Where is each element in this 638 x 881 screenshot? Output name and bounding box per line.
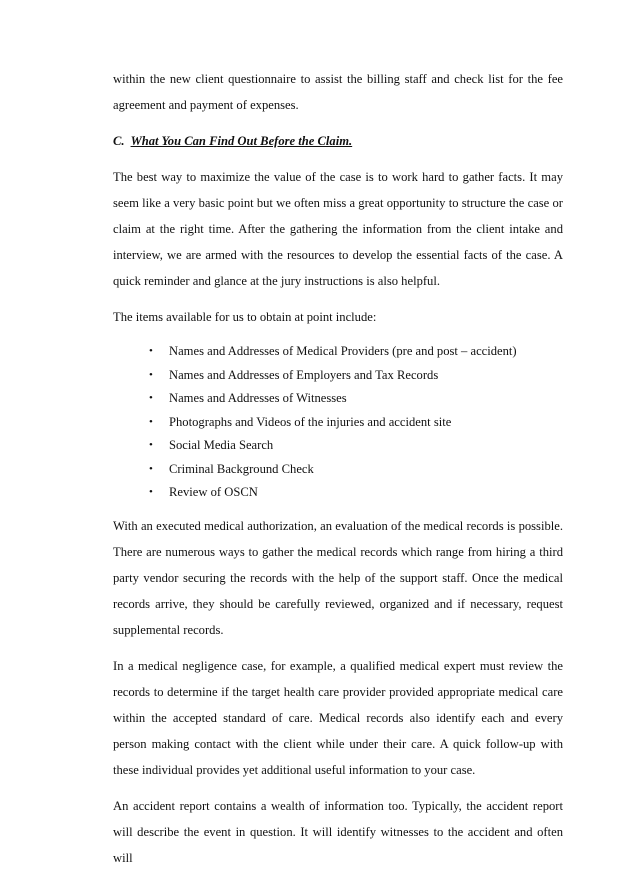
paragraph-facts: The best way to maximize the value of the case is to work hard to gather facts. It may seem like a very basic point but we often miss a great opportunity to structure the case or claim at the right time. After the gathering the information from the client intake and interview, we are armed with the resources to develop the essential facts of the case. A quick reminder and glance at the jury instructions is also helpful. bbox=[113, 170, 563, 288]
bullet-icon: • bbox=[149, 392, 153, 404]
section-letter: C. bbox=[113, 134, 125, 148]
list-item-text: Criminal Background Check bbox=[169, 461, 314, 476]
list-item bbox=[113, 481, 563, 505]
list-item bbox=[113, 434, 563, 458]
list-item bbox=[113, 340, 563, 364]
paragraph-intro: within the new client questionnaire to assist the billing staff and check list for the fee agreement and payment of expenses. bbox=[113, 72, 563, 112]
bullet-icon: • bbox=[149, 439, 153, 451]
bullet-icon: • bbox=[149, 368, 153, 381]
list-item bbox=[113, 364, 563, 388]
items-list bbox=[113, 340, 563, 505]
paragraph-accident: An accident report contains a wealth of information too. Typically, the accident report will describe the event in question. It will identify witnesses to the accident and often will bbox=[113, 798, 563, 865]
list-item bbox=[113, 458, 563, 482]
list-item-text: Names and Addresses of Employers and Tax Records bbox=[169, 367, 439, 382]
list-item-text: Names and Addresses of Medical Providers (pre and post – accident) bbox=[169, 344, 517, 358]
list-item-text: Review of OSCN bbox=[169, 485, 258, 499]
list-item-text: Names and Addresses of Witnesses bbox=[169, 391, 347, 405]
bullet-icon: • bbox=[149, 486, 153, 498]
section-heading bbox=[113, 128, 563, 154]
bullet-icon: • bbox=[149, 462, 153, 475]
document-page bbox=[113, 66, 563, 881]
paragraph-items-intro: The items available for us to obtain at point include: bbox=[113, 310, 377, 324]
bullet-icon: • bbox=[149, 345, 153, 357]
section-title: What You Can Find Out Before the Claim. bbox=[130, 134, 353, 148]
bullet-icon: • bbox=[149, 415, 153, 428]
paragraph-medical: With an executed medical authorization, an evaluation of the medical records is possible. There are numerous ways to gather the medical records which range from hiring a third party vendor securing the records with the help of the support staff. Once the medical records arrive, they should be carefully reviewed, organized and if necessary, request supplemental records. bbox=[113, 518, 563, 637]
list-item-text: Social Media Search bbox=[169, 438, 274, 452]
list-item bbox=[113, 387, 563, 411]
list-item-text: Photographs and Videos of the injuries and accident site bbox=[169, 414, 452, 429]
paragraph-negligence: In a medical negligence case, for example, a qualified medical expert must review the records to determine if the target health care provider provided appropriate medical care within the accepted standard of care. Medical records also identify each and every person making contact with the client while under their care. A quick follow-up with these individual provides yet additional useful information to your case. bbox=[113, 658, 563, 777]
list-item bbox=[113, 411, 563, 435]
